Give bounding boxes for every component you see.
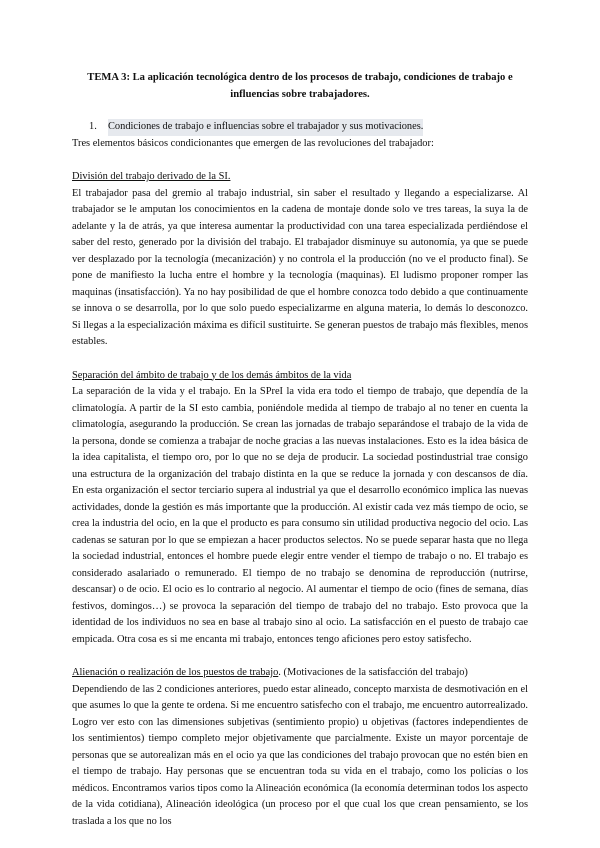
list-item-text: Condiciones de trabajo e influencias sobre el trabajador y sus motivaciones. [108,119,423,136]
section-alienacion [72,665,528,830]
section-heading: División del trabajo derivado de la SI. [72,171,231,182]
section-heading: Alienación o realización de los puestos de trabajo [72,667,279,678]
section-body: Dependiendo de las 2 condiciones anteriores, puedo estar alineado, concepto marxista de desmotivación en el que asumes lo que la gente te ordena. Si me encuentro satisfecho con el trabajo, me encuentro autorrealizado. Logro ver esto con las dimensiones subjetivas (sentimiento propio) u objetivas (factores independientes de los sentimientos) tiempo completo mejor objetivamente que parcialmente. Existe un mayor porcentaje de personas que se autorealizan más en el ocio ya que las condiciones del trabajo provocan que no estén bien en el tiempo de trabajo. Hay personas que se encuentran toda su vida en el trabajo, como los policías o los médicos. Encontramos varios tipos como la Alineación económica (la economía determinan todos los aspecto de la vida cotidiana), Alineación ideológica (un proceso por el que cual los que crean pensamiento, se los traslada a los que no los [72,683,528,827]
section-body: El trabajador pasa del gremio al trabajo industrial, sin saber el resultado y llegando a especializarse. Al trabajador se le amputan los conocimientos en la cadena de montaje donde solo ve tres tareas, la suya la de adelante y la de atrás, ya que interesa aumentar la productividad con una tarea especializada perdiéndose el saber del resto, generado por la división del trabajo. El trabajador disminuye su autonomía, ya que se puede ver desplazado por la tecnología (mecanización) y no controla el la producción (no ve el producto final). Se pone de manifiesto la lucha entre el hombre y la tecnología (maquinas). El ludismo proponer romper las maquinas (insatisfacción). Ya no hay posibilidad de que el hombre conozca todo debido a que continuamente se innova o se desarrolla, por lo que solo puedo especializarme en alguna materia, lo demás lo desconozco. Si llegas a la especialización máxima es difícil sustituirte. Se generan puestos de trabajo más flexibles, menos estables. [72,187,528,347]
section-body: La separación de la vida y el trabajo. En la SPreI la vida era todo el tiempo de trabajo, que dependía de la climatología. A partir de la SI esto cambia, poniéndole medida al tiempo de trabajo al no tener en cuenta la climatología, asegurando la producción. Se crean las jornadas de trabajo separándose el trabajo de la vida de la persona, donde se comienza a trabajar de noche gracias a las nuevas instalaciones. Esto es la idea básica de la idea capitalista, el tiempo oro, por lo que no se deja de producir. La sociedad postindustrial trae consigo una estructura de la organización del trabajo distinta en la que se reduce la jornada y con descansos de día. En esta organización el sector terciario supera al industrial ya que el desarrollo económico implica las nuevas actividades, donde la gestión es más importante que la producción. Al existir cada vez más tiempo de ocio, se crea la industria del ocio, en la que el producto es para consumo sin utilidad productiva negocio del ocio. Las cadenas se saturan por lo que se empiezan a hacer productos selectos. No se puede separar hasta que no llega la sociedad industrial, entonces el hombre puede elegir entre vender el tiempo de trabajo o no. El trabajo es considerado asalariado o remunerado. El tiempo de no trabajo se denomina de reproducción (nutrirse, descansar) o de ocio. El ocio es lo contrario al negocio. Al aumentar el tiempo de ocio (fines de semana, días festivos, domingos…) se provoca la separación del tiempo de trabajo del no trabajo. Esto provoca que la identidad de los individuos no sea en base al trabajo sino al ocio. La satisfacción en el puesto de trabajo cae empicada. Otra cosa es si me encanta mi trabajo, entonces tengo aficiones pero estoy satisfecho. [72,386,528,645]
section-separacion-ambitos [72,368,528,649]
document-title [72,70,528,103]
numbered-list-item [89,119,528,136]
list-number: 1. [89,121,97,132]
section-heading-suffix: . (Motivaciones de la satisfacción del trabajo) [278,667,468,678]
title-text: TEMA 3: La aplicación tecnológica dentro de los procesos de trabajo, condiciones de trabajo e influencias sobre trabajadores. [87,72,513,100]
intro-paragraph: Tres elementos básicos condicionantes que emergen de las revoluciones del trabajador: [72,137,434,149]
section-division-trabajo [72,169,528,351]
section-heading: Separación del ámbito de trabajo y de los demás ámbitos de la vida [72,369,352,381]
document-page [72,70,528,830]
